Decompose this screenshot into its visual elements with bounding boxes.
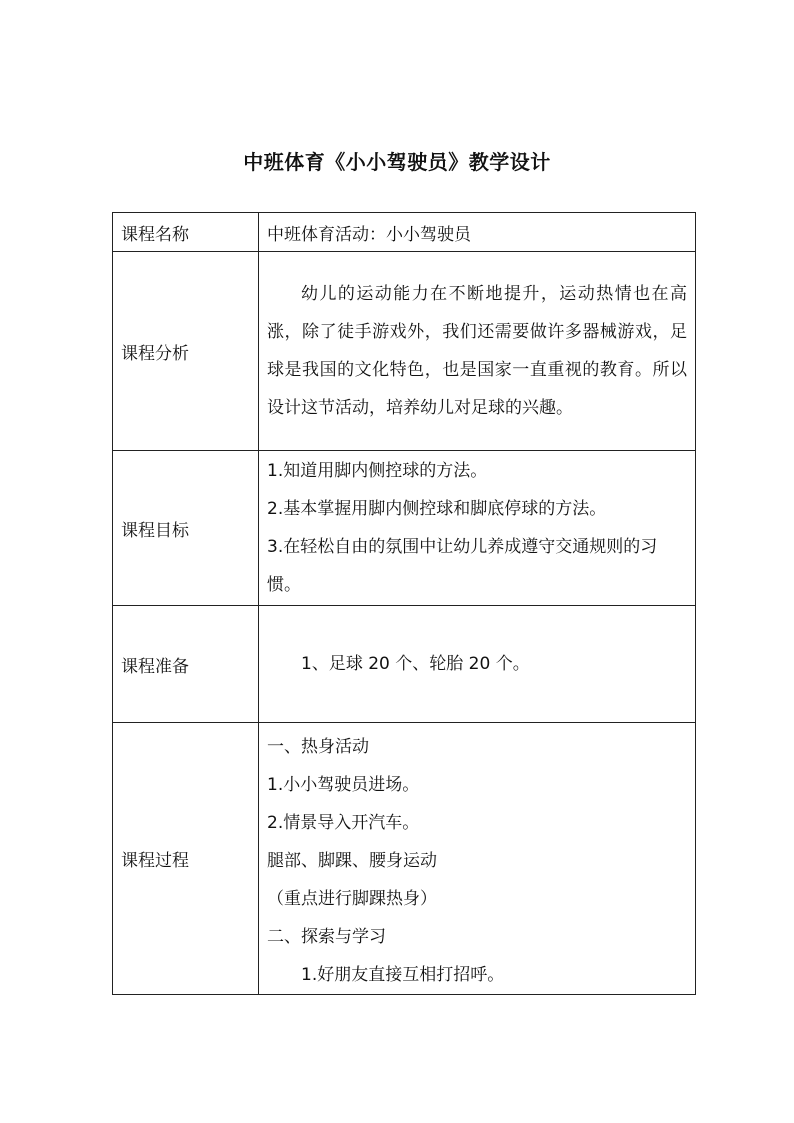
row-course-analysis — [113, 252, 696, 451]
course-preparation-label: 课程准备 — [113, 606, 259, 723]
process-line: 1.好朋友直接互相打招呼。 — [301, 964, 505, 985]
process-line: （重点进行脚踝热身） — [267, 888, 437, 909]
row-course-goals — [113, 451, 696, 606]
process-line: 二、探索与学习 — [267, 926, 386, 947]
process-line: 腿部、脚踝、腰身运动 — [267, 850, 437, 871]
process-line: 1.小小驾驶员进场。 — [267, 774, 420, 795]
row-course-name — [113, 213, 696, 252]
page-title: 中班体育《小小驾驶员》教学设计 — [243, 150, 551, 174]
process-line: 2.情景导入开汽车。 — [267, 812, 420, 833]
goal-item: 2.基本掌握用脚内侧控球和脚底停球的方法。 — [267, 499, 607, 519]
lesson-plan-table — [112, 212, 696, 995]
course-goals-label: 课程目标 — [113, 451, 259, 606]
course-analysis-label: 课程分析 — [113, 252, 259, 451]
course-analysis-text: 幼儿的运动能力在不断地提升，运动热情也在高涨，除了徒手游戏外，我们还需要做许多器械游戏，足球是我国的文化特色，也是国家一直重视的教育。所以设计这节活动，培养幼儿对足球的兴趣。 — [267, 284, 687, 418]
course-name-label: 课程名称 — [113, 213, 259, 252]
process-line: 一、热身活动 — [267, 736, 369, 757]
goal-item: 3.在轻松自由的氛围中让幼儿养成遵守交通规则的习惯。 — [267, 537, 658, 595]
course-preparation-text: 1、足球 20 个、轮胎 20 个。 — [301, 654, 530, 674]
row-course-preparation — [113, 606, 696, 723]
goal-item: 1.知道用脚内侧控球的方法。 — [267, 461, 488, 481]
course-process-label: 课程过程 — [113, 723, 259, 995]
row-course-process — [113, 723, 696, 995]
course-name-value: 中班体育活动：小小驾驶员 — [259, 213, 696, 252]
